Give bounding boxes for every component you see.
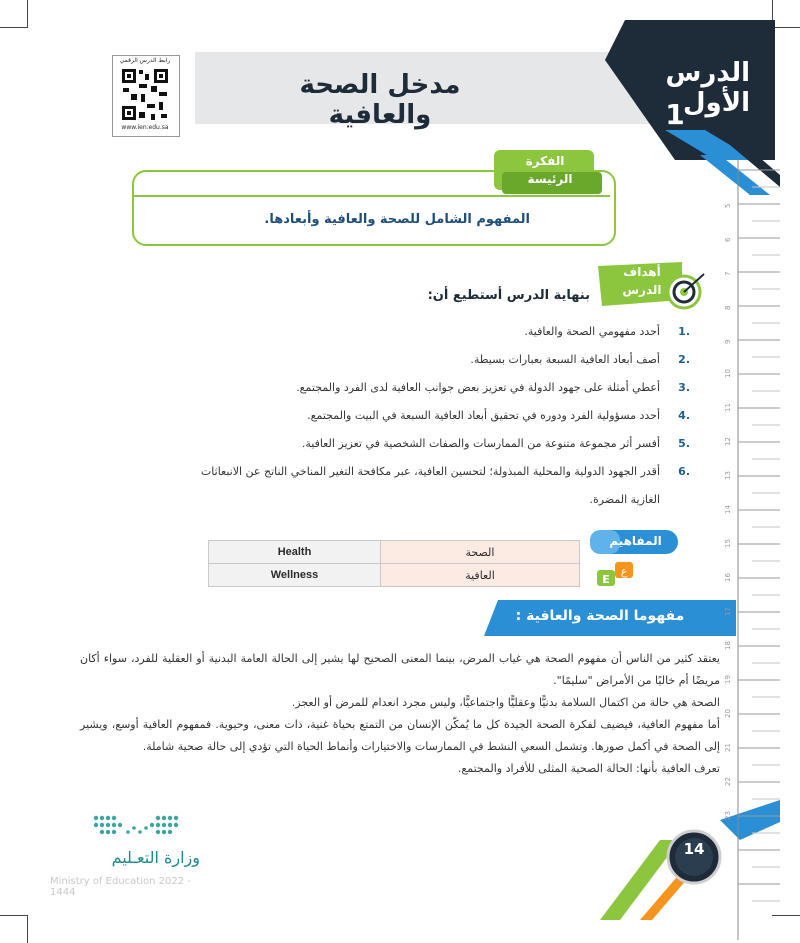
lesson-title: مدخل الصحة والعافية (299, 70, 461, 130)
translation-icon (595, 560, 635, 590)
objective-text: أفسر أثر مجموعة متنوعة من الممارسات والصفات الشخصية في تعزيز العافية. (301, 437, 660, 450)
ruler-label: 12 (724, 437, 732, 446)
objective-item (60, 402, 690, 430)
ruler-label: 10 (724, 369, 732, 378)
body-paragraph: تعرف العافية بأنها: الحالة الصحية المثلى للأفراد والمجتمع. (457, 762, 720, 775)
main-idea-label-line2: الرئيسة (527, 172, 573, 186)
ruler-label: 21 (724, 743, 732, 752)
objective-number: .3 (678, 381, 690, 394)
ruler-label: 20 (724, 709, 732, 718)
crop-mark (0, 915, 28, 916)
objective-text: أحدد مسؤولية الفرد ودوره في تحقيق أبعاد العافية السبعة في البيت والمجتمع. (307, 409, 660, 422)
table-row (209, 564, 580, 587)
objective-item (60, 458, 690, 514)
lesson-number: 1 (665, 98, 685, 131)
body-paragraph: يعتقد كثير من الناس أن مفهوم الصحة هي غياب المرض، بينما المعنى الصحيح لها يشير إلى الحالة العامة البدنية أو العقلية للفرد، سواء أكان مريضًا أم خاليًا من الأمراض "سليمًا". (80, 652, 720, 687)
ruler-label: 13 (724, 471, 732, 480)
body-paragraph: الصحة هي حالة من اكتمال السلامة بدنيًّا وعقليًّا واجتماعيًّا، وليس مجرد انعدام للمرض أو العجز. (291, 696, 720, 709)
icon-letter-arabic: ع (620, 565, 628, 578)
objectives-badge-line1: أهداف (623, 265, 661, 279)
ruler-label: 8 (724, 305, 732, 310)
objective-item (60, 346, 690, 374)
objective-number: .2 (678, 353, 690, 366)
ministry-name: وزارة التعـليم (111, 848, 200, 867)
crop-mark (0, 27, 28, 28)
body-paragraph: أما مفهوم العافية، فيضيف لفكرة الصحة الجيدة كل ما يُمكّن الإنسان من التمتع بحياة غنية، ذات معنى، وحيوية. فمفهوم العافية أوسع، ويشير إلى الصحة في أكمل صورها. وتشمل السعي النشط في الممارسات والاختيارات وأنماط الحياة التي تؤدي إلى حالة صحية شاملة. (80, 718, 720, 753)
objective-number: .6 (678, 465, 690, 478)
ruler-label: 17 (724, 607, 732, 616)
side-ruler (722, 160, 782, 940)
section-body (80, 648, 720, 780)
concept-ar: الصحة (381, 541, 580, 564)
lesson-label: الدرس الأول (665, 58, 750, 118)
ruler-label: 19 (724, 675, 732, 684)
main-idea-divider (134, 195, 610, 197)
ruler-label: 6 (724, 237, 732, 242)
concept-ar: العافية (381, 564, 580, 587)
ruler-label: 22 (724, 777, 732, 786)
qr-url[interactable]: www.ien.edu.sa (121, 124, 169, 131)
objective-number: .1 (678, 325, 690, 338)
ruler-label: 7 (724, 271, 732, 276)
qr-code-icon[interactable] (121, 68, 169, 122)
objective-item (60, 430, 690, 458)
ruler-label: 23 (724, 811, 732, 820)
ruler-label: 11 (724, 403, 732, 412)
ministry-edition: Ministry of Education 2022 - 1444 (50, 876, 191, 898)
objective-text: أقدر الجهود الدولية والمحلية المبذولة؛ لتحسين العافية، عبر مكافحة التغير المناخي الناتج عن الانبعاثات (200, 465, 660, 478)
main-idea-text: المفهوم الشامل للصحة والعافية وأبعادها. (264, 212, 530, 227)
ministry-logo-icon (88, 812, 188, 840)
objective-text: أصف أبعاد العافية السبعة بعبارات بسيطة. (470, 353, 660, 366)
page-number: 14 (683, 840, 705, 858)
ruler-label: 16 (724, 573, 732, 582)
ruler-label: 14 (724, 505, 732, 514)
concept-en: Health (209, 541, 381, 564)
objective-item (60, 374, 690, 402)
ruler-label: 5 (724, 203, 732, 208)
ruler-label: 9 (724, 339, 732, 344)
section-title: مفهوما الصحة والعافية : (515, 608, 685, 624)
qr-caption: رابط الدرس الرقمي (119, 57, 171, 64)
table-row (209, 541, 580, 564)
objective-text-continued: الغازية المضرة. (589, 493, 660, 506)
main-idea-label-line1: الفكرة (525, 154, 565, 168)
objective-number: .4 (678, 409, 690, 422)
objective-item (60, 318, 690, 346)
objectives-intro: بنهاية الدرس أستطيع أن: (427, 288, 590, 303)
icon-letter-english: E (602, 573, 610, 586)
objective-text: أعطي أمثلة على جهود الدولة في تعزيز بعض جوانب العافية لدى الفرد والمجتمع. (296, 381, 660, 394)
crop-mark (27, 0, 28, 28)
concept-en: Wellness (209, 564, 381, 587)
objectives-list (60, 318, 690, 514)
ruler-label: 18 (724, 641, 732, 650)
objectives-badge-line2: الدرس (622, 283, 662, 297)
objective-number: .5 (678, 437, 690, 450)
concepts-label: المفاهيم (609, 534, 662, 548)
concepts-table (208, 540, 580, 587)
crop-mark (27, 915, 28, 943)
crop-mark (772, 27, 800, 28)
ruler-label: 15 (724, 539, 732, 548)
objective-text: أحدد مفهومي الصحة والعافية. (524, 325, 660, 338)
